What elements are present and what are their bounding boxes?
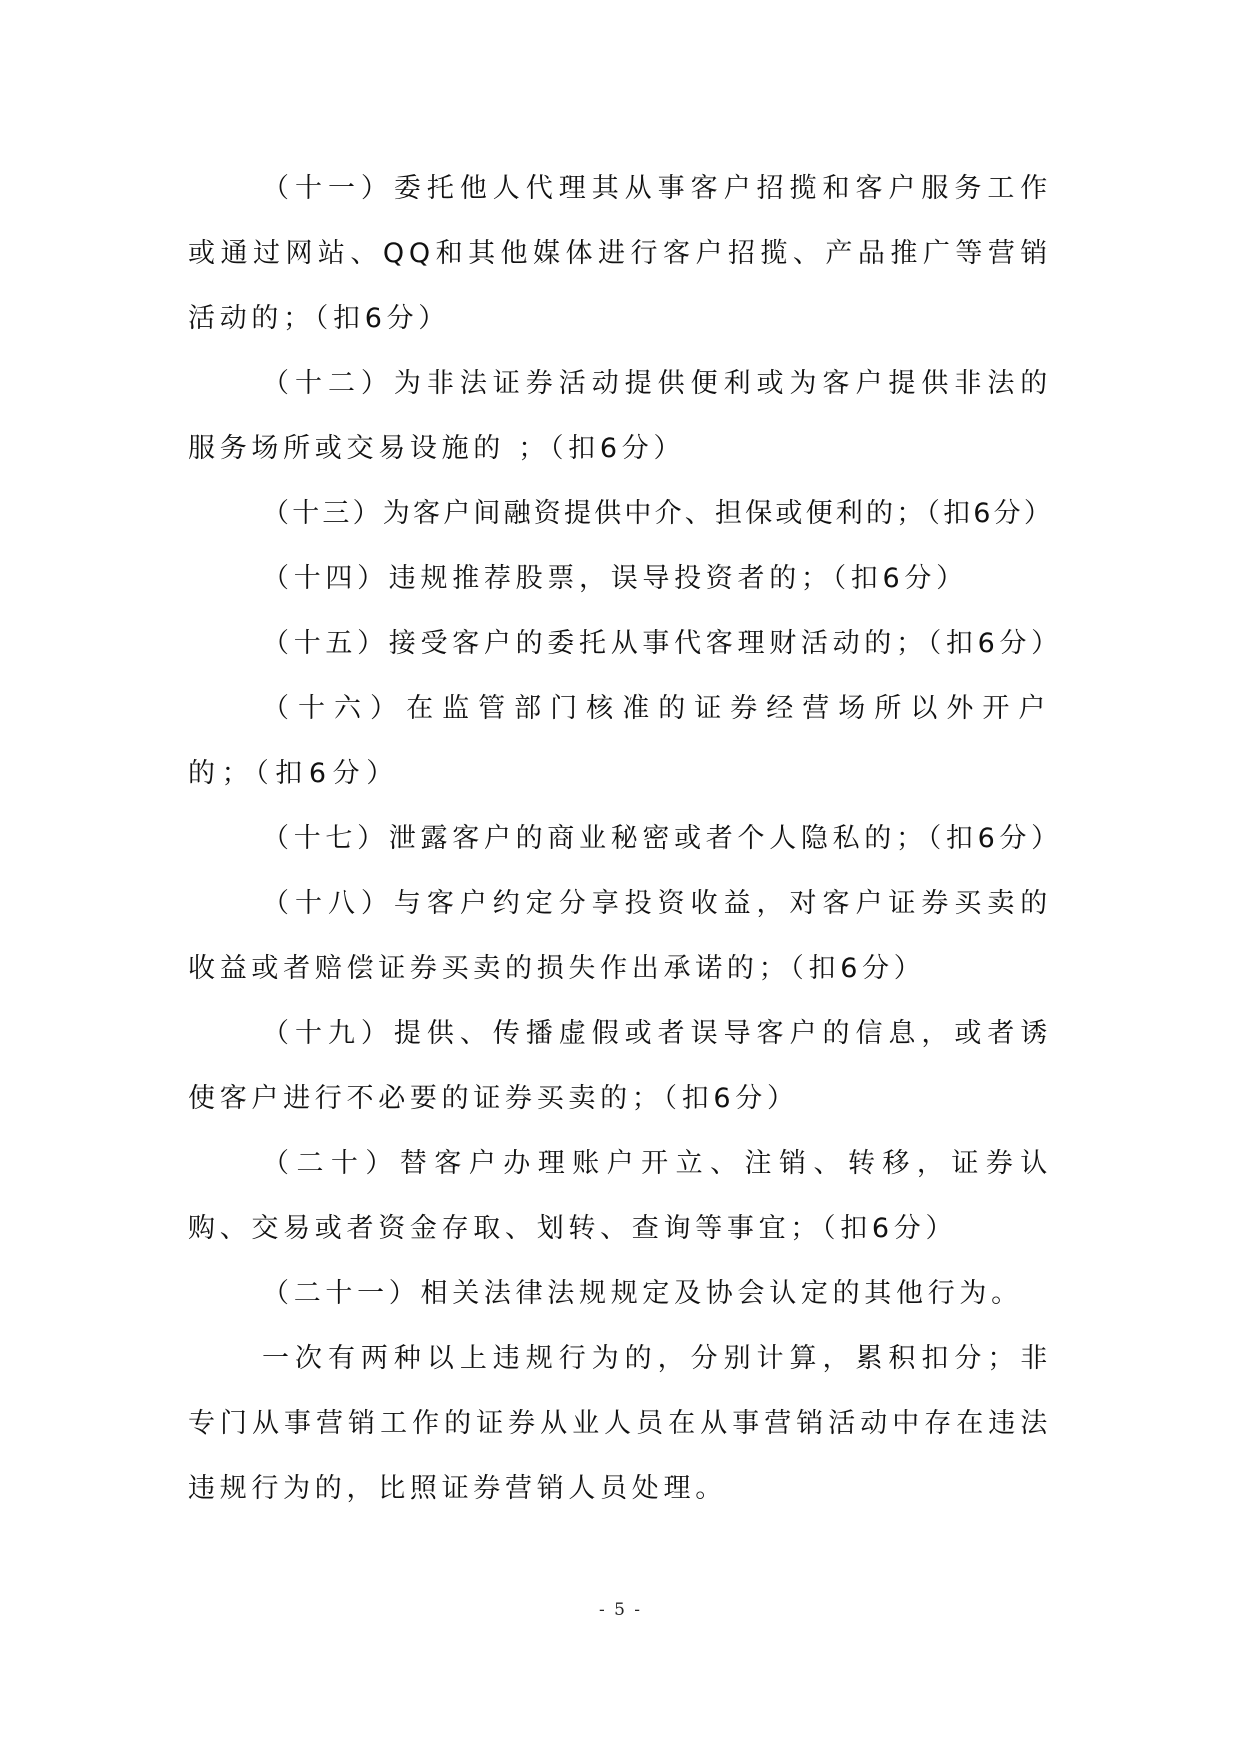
clause-15: （十五）接受客户的委托从事代客理财活动的；（扣6分） (262, 628, 1063, 659)
clause-16: （十六）在监管部门核准的证券经营场所以外开户的；（扣6分） (188, 693, 1052, 789)
clause-11: （十一）委托他人代理其从事客户招揽和客户服务工作或通过网站、QQ和其他媒体进行客户招揽、产品推广等营销活动的；（扣6分） (188, 173, 1052, 334)
clause-20: （二十）替客户办理账户开立、注销、转移，证券认购、交易或者资金存取、划转、查询等事宜；（扣6分） (188, 1148, 1052, 1244)
document-body (188, 156, 1063, 1521)
clause-12: （十二）为非法证券活动提供便利或为客户提供非法的服务场所或交易设施的 ；（扣6分） (188, 368, 1052, 464)
clause-18: （十八）与客户约定分享投资收益，对客户证券买卖的收益或者赔偿证券买卖的损失作出承诺的；（扣6分） (188, 888, 1052, 984)
clause-13: （十三）为客户间融资提供中介、担保或便利的；（扣6分） (262, 498, 1055, 529)
closing-paragraph: 一次有两种以上违规行为的，分别计算，累积扣分；非专门从事营销工作的证券从业人员在从事营销活动中存在违法违规行为的，比照证券营销人员处理。 (188, 1343, 1052, 1504)
clause-17: （十七）泄露客户的商业秘密或者个人隐私的；（扣6分） (262, 823, 1063, 854)
clause-19: （十九）提供、传播虚假或者误导客户的信息，或者诱使客户进行不必要的证券买卖的；（扣6分） (188, 1018, 1052, 1114)
clause-21: （二十一）相关法律法规规定及协会认定的其他行为。 (262, 1278, 1023, 1309)
page-number: - 5 - (598, 1600, 643, 1620)
clause-14: （十四）违规推荐股票，误导投资者的；（扣6分） (262, 563, 968, 594)
